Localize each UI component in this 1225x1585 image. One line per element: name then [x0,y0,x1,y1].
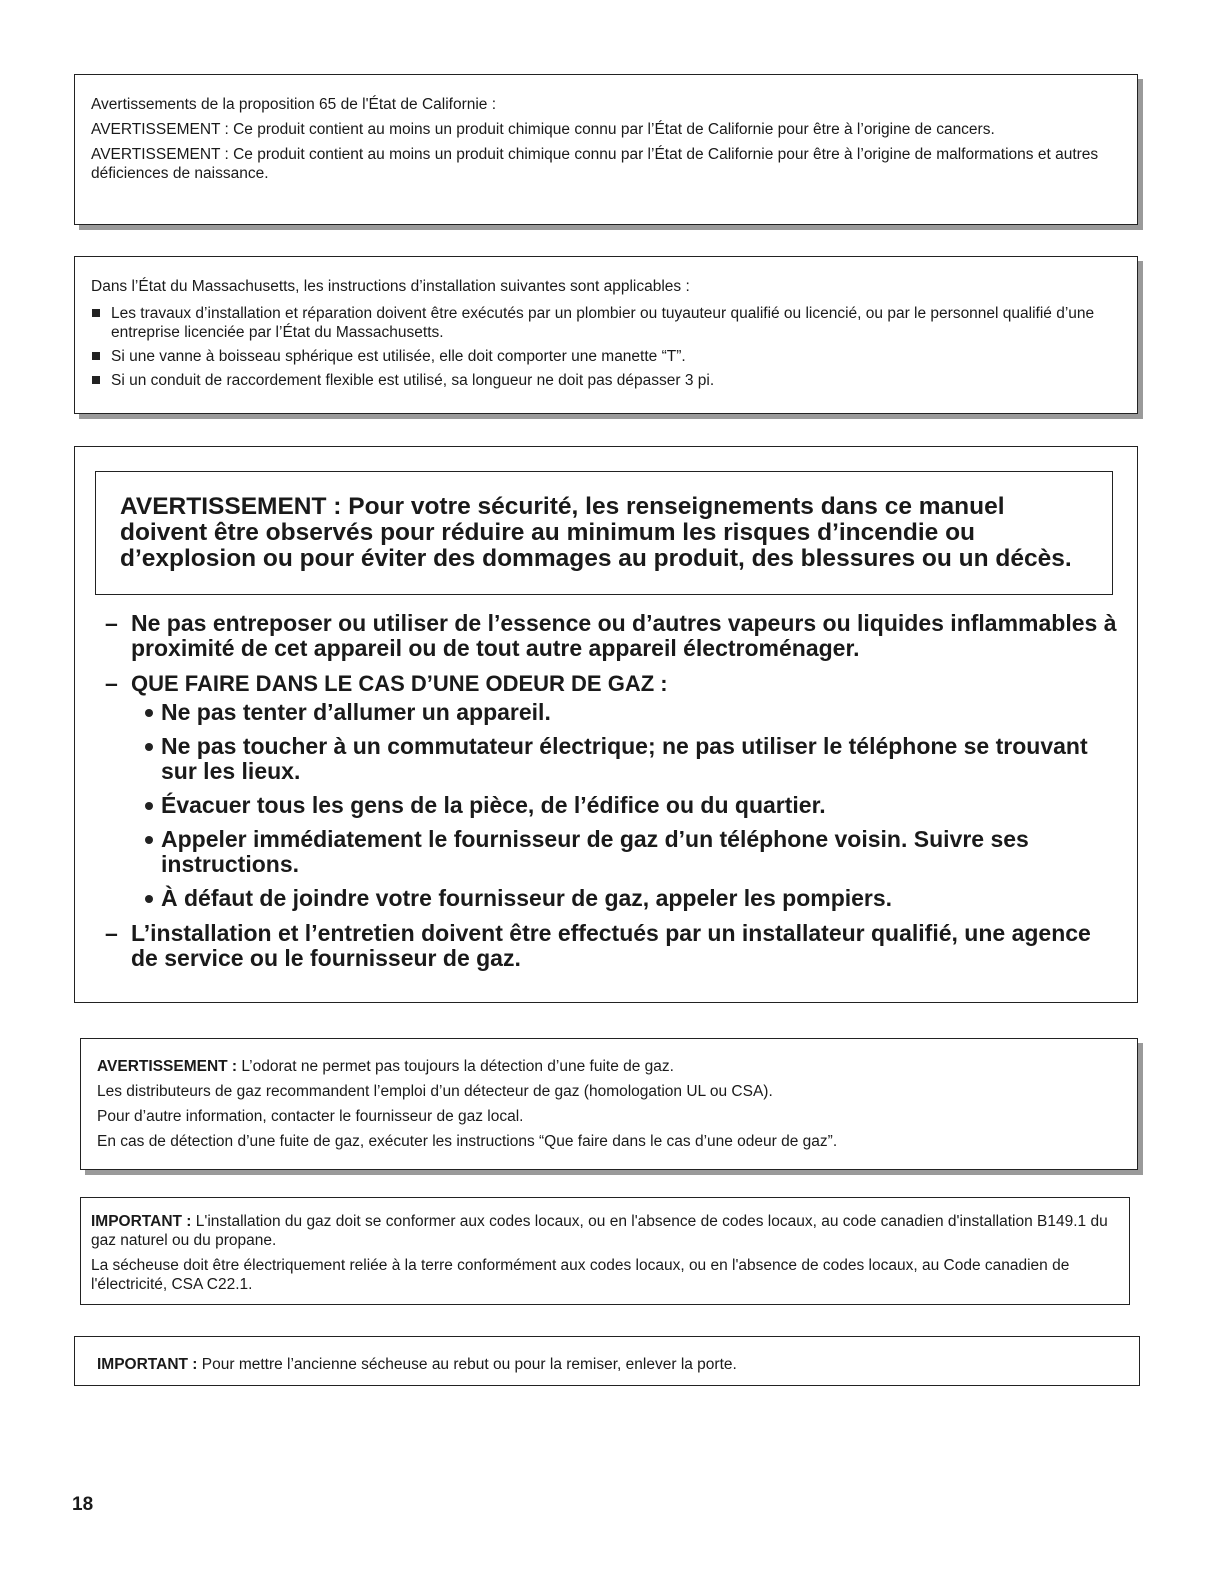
gas-odor-steps [141,700,1117,911]
safety-headline-box [95,471,1113,595]
massachusetts-list [91,304,1121,390]
list-item: Ne pas tenter d’allumer un appareil. [141,700,1117,725]
gas-leak-line-2: Les distributeurs de gaz recommandent l’emploi d’un détecteur de gaz (homologation UL ou CSA). [97,1083,773,1100]
gas-leak-line-3: Pour d’autre information, contacter le fournisseur de gaz local. [97,1108,524,1125]
prop65-warning-box [74,74,1138,225]
safety-warning-box [74,446,1138,1003]
important-label: IMPORTANT : [97,1356,198,1373]
gas-leak-line-4: En cas de détection d’une fuite de gaz, exécuter les instructions “Que faire dans le cas d’une odeur de gaz”. [97,1133,838,1150]
important-codes-electric: La sécheuse doit être électriquement reliée à la terre conformément aux codes locaux, ou en l'absence de codes locaux, au Code canadien de l'électricité, CSA C22.1. [91,1257,1070,1293]
safety-item-no-flammables: – Ne pas entreposer ou utiliser de l’essence ou d’autres vapeurs ou liquides inflammables à proximité de cet appareil ou de tout autre appareil électroménager. [105,610,1117,661]
gas-leak-box [80,1038,1138,1170]
important-door-box [74,1336,1140,1386]
list-item: Évacuer tous les gens de la pièce, de l’édifice ou du quartier. [141,793,1117,818]
important-codes-gas: IMPORTANT : L'installation du gaz doit se conformer aux codes locaux, ou en l'absence de codes locaux, au code canadien d'installation B149.1 du gaz naturel ou du propane. [91,1213,1108,1249]
list-item: À défaut de joindre votre fournisseur de gaz, appeler les pompiers. [141,886,1117,911]
important-door-text: IMPORTANT : Pour mettre l’ancienne sécheuse au rebut ou pour la remiser, enlever la porte. [97,1356,737,1373]
safety-item-gas-odor: – QUE FAIRE DANS LE CAS D’UNE ODEUR DE GAZ : Ne pas tenter d’allumer un appareil. Ne pas toucher à un commutateur électrique; ne pas utiliser le téléphone se trouvant sur les lieux. Évacuer tous les gens de la pièce, de l’édifice ou du quartier. Appeler immédiatement le fournisseur de gaz d’un téléphone voisin. Suivre ses instructions. À défaut de joindre votre fournisseur de gaz, appeler les pompiers. [91,671,1117,911]
massachusetts-box [74,256,1138,414]
important-label: IMPORTANT : [91,1213,192,1230]
list-item: Les travaux d’installation et réparation doivent être exécutés par un plombier ou tuyauteur qualifié ou licencié, ou par le personnel qualifié d’une entreprise licenciée par l’État du Massachusetts. [91,304,1121,342]
prop65-warning-birth-defects: AVERTISSEMENT : Ce produit contient au moins un produit chimique connu par l’État de Californie pour être à l’origine de malformations et autres déficiences de naissance. [91,146,1099,182]
prop65-warning-cancer: AVERTISSEMENT : Ce produit contient au moins un produit chimique connu par l’État de Californie pour être à l’origine de cancers. [91,121,995,138]
gas-leak-line-1: AVERTISSEMENT : L’odorat ne permet pas toujours la détection d’une fuite de gaz. [97,1058,674,1075]
list-item: Si un conduit de raccordement flexible est utilisé, sa longueur ne doit pas dépasser 3 pi. [91,371,1121,390]
prop65-title: Avertissements de la proposition 65 de l'État de Californie : [91,96,497,113]
safety-headline: AVERTISSEMENT : Pour votre sécurité, les renseignements dans ce manuel doivent être observés pour réduire au minimum les risques d’incendie ou d’explosion ou pour éviter des dommages au produit, des blessures ou un décès. [120,493,1072,572]
list-item: Ne pas toucher à un commutateur électrique; ne pas utiliser le téléphone se trouvant sur les lieux. [141,734,1117,784]
list-item: Si une vanne à boisseau sphérique est utilisée, elle doit comporter une manette “T”. [91,347,1121,366]
page-number: 18 [72,1494,94,1515]
gas-leak-label: AVERTISSEMENT : [97,1058,238,1075]
important-codes-box [80,1197,1130,1305]
massachusetts-intro: Dans l’État du Massachusetts, les instructions d’installation suivantes sont applicables : [91,278,690,295]
list-item: Appeler immédiatement le fournisseur de gaz d’un téléphone voisin. Suivre ses instructions. [141,827,1117,877]
safety-item-qualified-installer: – L’installation et l’entretien doivent être effectués par un installateur qualifié, une agence de service ou le fournisseur de gaz. [105,920,1091,971]
